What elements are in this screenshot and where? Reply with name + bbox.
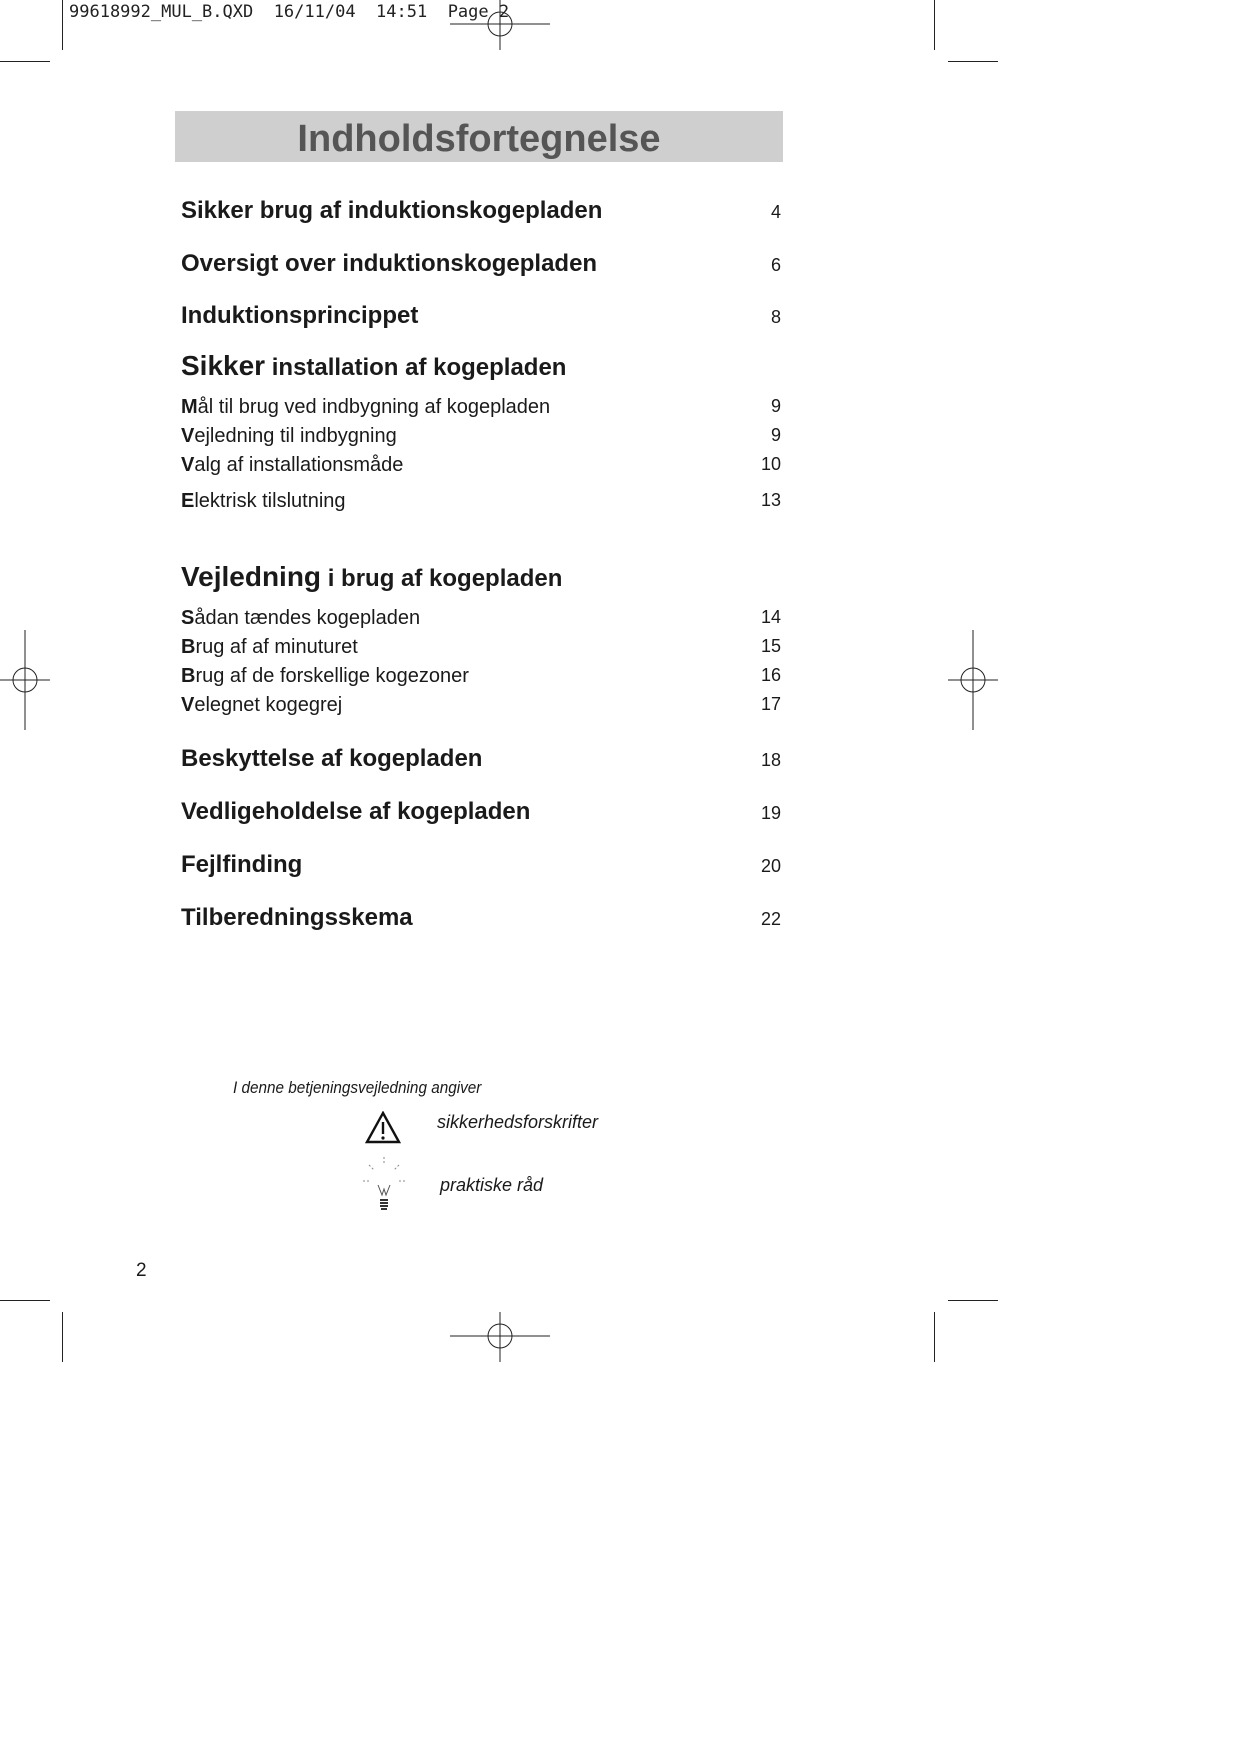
heading-first-word: Sikker: [181, 350, 266, 381]
toc-subentry-label: ejledning til indbygning: [194, 425, 397, 447]
page-title: Indholdsfortegnelse: [297, 118, 661, 160]
registration-mark-icon: [450, 0, 550, 50]
crop-mark: [0, 61, 50, 62]
toc-subentry-label: ål til brug ved indbygning af kogepladen: [197, 396, 551, 418]
print-slug: 99618992_MUL_B.QXD 16/11/04 14:51 Page 2: [69, 2, 510, 22]
toc-subentry: [181, 600, 781, 630]
toc-entry-label: Fejlfinding: [181, 851, 303, 878]
toc-entry-label: Oversigt over induktionskogepladen: [181, 250, 598, 277]
legend-safety-text: sikkerhedsforskrifter: [437, 1112, 599, 1132]
toc-subentry: [181, 483, 781, 513]
toc-subentry: [181, 418, 781, 448]
toc-subentry-label: lektrisk tilslutning: [194, 490, 346, 512]
crop-mark: [948, 1300, 998, 1301]
toc-page-number: 20: [760, 856, 781, 876]
toc-section-heading: [181, 350, 566, 382]
toc-entry-troubleshooting: [181, 849, 781, 879]
toc-entry-label: Induktionsprincippet: [181, 302, 419, 329]
page-number: 2: [136, 1260, 147, 1281]
toc-section-heading: [181, 561, 562, 593]
toc-subentry-initial: V: [181, 425, 195, 447]
toc-entry-safe-use: [181, 195, 781, 225]
toc-subentry: [181, 629, 781, 659]
toc-page-number: 22: [760, 909, 781, 929]
toc-page-number: 9: [770, 396, 781, 416]
toc-entry-label: Sikker brug af induktionskogepladen: [181, 197, 603, 224]
crop-mark: [62, 0, 63, 50]
toc-subentry: [181, 687, 781, 717]
toc-page-number: 16: [760, 665, 781, 685]
heading-first-word: Vejledning: [181, 561, 322, 592]
warning-triangle-icon: [365, 1111, 401, 1145]
toc-subentry-label: rug af de forskellige kogezoner: [195, 665, 469, 687]
toc-subentry: [181, 658, 781, 688]
toc-entry-label: Tilberedningsskema: [181, 904, 413, 931]
registration-mark-icon: [0, 630, 50, 730]
toc-section-usage: [181, 563, 781, 593]
toc-page-number: 8: [770, 307, 781, 327]
toc-subentry-initial: V: [181, 694, 195, 716]
toc-entry-label: Beskyttelse af kogepladen: [181, 745, 483, 772]
toc-subentry-label: ådan tændes kogepladen: [194, 607, 421, 629]
registration-mark-icon: [450, 1312, 550, 1362]
crop-mark: [934, 0, 935, 50]
toc-entry-maintenance: [181, 796, 781, 826]
toc-entry-label: Vedligeholdelse af kogepladen: [181, 798, 531, 825]
toc-subentry: [181, 447, 781, 477]
heading-rest: i brug af kogepladen: [321, 565, 563, 592]
toc-page-number: 15: [760, 636, 781, 656]
toc-subentry-label: rug af af minuturet: [195, 636, 358, 658]
registration-mark-icon: [948, 630, 998, 730]
toc-page-number: 13: [760, 490, 781, 510]
toc-subentry-label: elegnet kogegrej: [194, 694, 343, 716]
toc-subentry-initial: B: [181, 665, 196, 687]
legend-intro: I denne betjeningsvejledning angiver: [233, 1078, 482, 1097]
toc-entry-cooking-chart: [181, 902, 781, 932]
toc-subentry-initial: V: [181, 454, 195, 476]
toc-page-number: 14: [760, 607, 781, 627]
toc-entry-overview: [181, 248, 781, 278]
heading-rest: installation af kogepladen: [265, 354, 567, 381]
light-bulb-icon: [361, 1155, 407, 1213]
toc-page-number: 6: [770, 255, 781, 275]
toc-page-number: 10: [760, 454, 781, 474]
crop-mark: [948, 61, 998, 62]
toc-subentry-initial: S: [181, 607, 195, 629]
title-bar: [175, 111, 783, 162]
toc-subentry-label: alg af installationsmåde: [194, 454, 404, 476]
toc-page-number: 18: [760, 750, 781, 770]
legend-tips-text: praktiske råd: [440, 1175, 544, 1195]
crop-mark: [934, 1312, 935, 1362]
toc-subentry-initial: E: [181, 490, 195, 512]
toc-entry-principle: [181, 300, 781, 330]
crop-mark: [0, 1300, 50, 1301]
toc-subentry-initial: M: [181, 396, 198, 418]
toc-subentry: [181, 389, 781, 419]
toc-page-number: 17: [760, 694, 781, 714]
toc-page-number: 4: [770, 202, 781, 222]
toc-section-installation: [181, 352, 781, 382]
crop-mark: [62, 1312, 63, 1362]
toc-subentry-initial: B: [181, 636, 196, 658]
toc-page-number: 19: [760, 803, 781, 823]
toc-entry-protection: [181, 743, 781, 773]
toc-page-number: 9: [770, 425, 781, 445]
